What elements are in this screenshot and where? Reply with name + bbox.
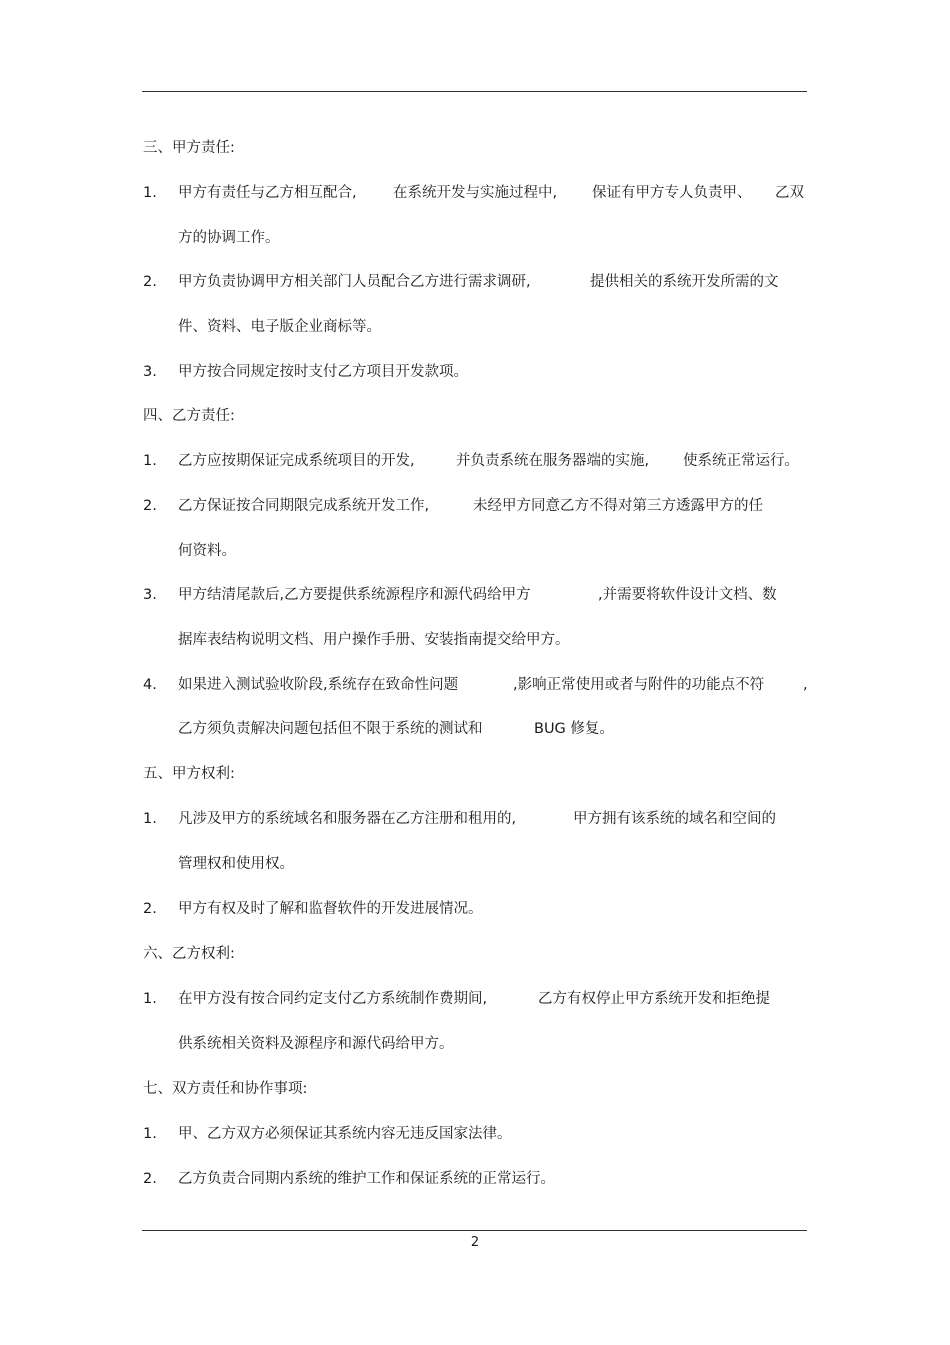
header-rule <box>142 91 807 92</box>
list-item-text: 提供相关的系统开发所需的文 <box>590 274 779 290</box>
list-item-text: 凡涉及甲方的系统域名和服务器在乙方注册和租用的, <box>178 811 517 827</box>
list-item-number: 1. <box>143 1126 157 1142</box>
list-item-text: 甲方结清尾款后,乙方要提供系统源程序和源代码给甲方 <box>178 587 531 603</box>
list-item-text: 未经甲方同意乙方不得对第三方透露甲方的任 <box>473 498 763 514</box>
list-item-text: 甲方有责任与乙方相互配合, <box>178 185 357 201</box>
list-item-number: 3. <box>143 364 157 380</box>
list-item-number: 2. <box>143 901 157 917</box>
list-item-text: 管理权和使用权。 <box>178 856 294 872</box>
list-item-text: 乙方负责合同期内系统的维护工作和保证系统的正常运行。 <box>178 1171 555 1187</box>
list-item-text: 方的协调工作。 <box>178 230 280 246</box>
list-item-text: 何资料。 <box>178 543 236 559</box>
list-item-text: 保证有甲方专人负责甲、 <box>592 185 752 201</box>
list-item-text: 在系统开发与实施过程中, <box>393 185 558 201</box>
section-heading: 四、乙方责任: <box>143 408 235 424</box>
section-heading: 三、甲方责任: <box>143 140 235 156</box>
list-item-number: 1. <box>143 991 157 1007</box>
list-item-number: 2. <box>143 498 157 514</box>
list-item-text: 乙双 <box>775 185 804 201</box>
list-item-text: 乙方应按期保证完成系统项目的开发, <box>178 453 415 469</box>
list-item-text: 乙方须负责解决问题包括但不限于系统的测试和 <box>178 721 483 737</box>
list-item-text: 甲方按合同规定按时支付乙方项目开发款项。 <box>178 364 468 380</box>
list-item-text: 甲方拥有该系统的域名和空间的 <box>573 811 776 827</box>
list-item-number: 1. <box>143 453 157 469</box>
list-item-number: 4. <box>143 677 157 693</box>
list-item-text: 件、资料、电子版企业商标等。 <box>178 319 381 335</box>
section-heading: 六、乙方权利: <box>143 946 235 962</box>
section-heading: 七、双方责任和协作事项: <box>143 1081 308 1097</box>
list-item-text: 甲方有权及时了解和监督软件的开发进展情况。 <box>178 901 483 917</box>
list-item-number: 1. <box>143 185 157 201</box>
list-item-text: ,影响正常使用或者与附件的功能点不符 <box>513 677 765 693</box>
list-item-number: 1. <box>143 811 157 827</box>
list-item-text: , <box>803 677 808 693</box>
list-item-text: 如果进入测试验收阶段,系统存在致命性问题 <box>178 677 459 693</box>
list-item-text: 甲方负责协调甲方相关部门人员配合乙方进行需求调研, <box>178 274 531 290</box>
page-number: 2 <box>470 1235 480 1250</box>
footer-rule <box>142 1230 807 1231</box>
list-item-text: BUG 修复。 <box>534 721 614 737</box>
list-item-text: 甲、乙方双方必须保证其系统内容无违反国家法律。 <box>178 1126 512 1142</box>
list-item-text: 在甲方没有按合同约定支付乙方系统制作费期间, <box>178 991 488 1007</box>
list-item-text: 乙方保证按合同期限完成系统开发工作, <box>178 498 430 514</box>
list-item-number: 2. <box>143 274 157 290</box>
list-item-text: ,并需要将软件设计文档、数 <box>598 587 777 603</box>
section-heading: 五、甲方权利: <box>143 766 235 782</box>
list-item-text: 供系统相关资料及源程序和源代码给甲方。 <box>178 1036 454 1052</box>
list-item-text: 并负责系统在服务器端的实施, <box>456 453 650 469</box>
list-item-number: 2. <box>143 1171 157 1187</box>
list-item-number: 3. <box>143 587 157 603</box>
list-item-text: 使系统正常运行。 <box>683 453 799 469</box>
list-item-text: 据库表结构说明文档、用户操作手册、安装指南提交给甲方。 <box>178 632 570 648</box>
list-item-text: 乙方有权停止甲方系统开发和拒绝提 <box>538 991 770 1007</box>
